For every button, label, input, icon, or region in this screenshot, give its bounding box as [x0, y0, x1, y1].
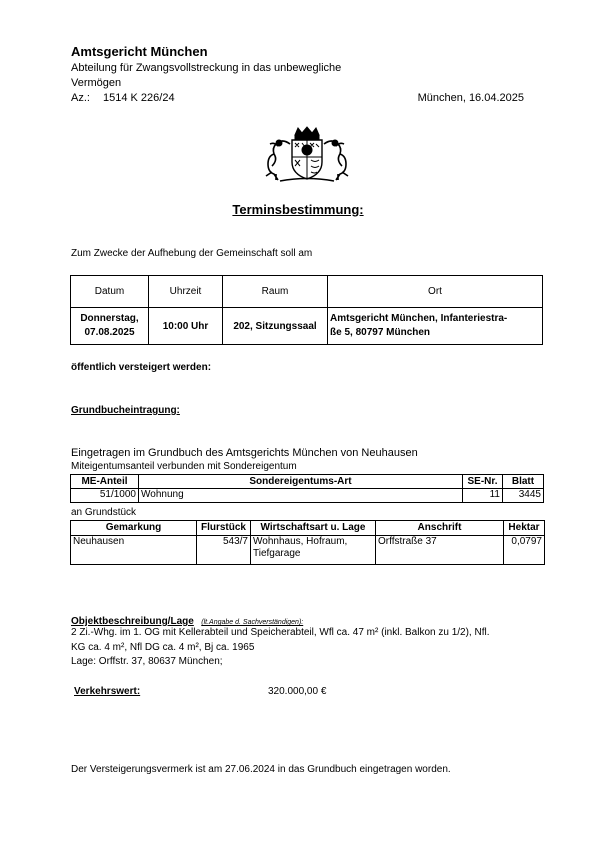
- se-blatt: 3445: [503, 489, 544, 503]
- auction-text: öffentlich versteigert werden:: [71, 362, 212, 373]
- grundbuch-line-1: Eingetragen im Grundbuch des Amtsgerichts München von Neuhausen: [71, 447, 418, 459]
- document-title: Terminsbestimmung:: [232, 202, 364, 217]
- se-header-me-anteil: ME-Anteil: [71, 475, 139, 489]
- place-date: München, 16.04.2025: [417, 92, 524, 104]
- termin-header-raum: Raum: [223, 276, 328, 308]
- se-header-blatt: Blatt: [503, 475, 544, 489]
- termin-table: [70, 275, 543, 345]
- objekt-line-2: KG ca. 4 m², Nfl DG ca. 4 m², Bj ca. 1965: [71, 641, 255, 653]
- termin-date: [71, 308, 149, 345]
- termin-header-ort: Ort: [328, 276, 543, 308]
- az-label: Az.:: [71, 92, 90, 104]
- gs-wirtschaftsart-line-2: Tiefgarage: [253, 548, 301, 559]
- gs-header-hektar: Hektar: [504, 521, 545, 536]
- gs-hektar: 0,0797: [504, 536, 545, 565]
- se-nr: 11: [463, 489, 503, 503]
- verkehrswert-value: 320.000,00 €: [268, 686, 327, 697]
- termin-place-line-2: ße 5, 80797 München: [330, 327, 431, 338]
- termin-place: [328, 308, 543, 345]
- objekt-line-1: 2 Zi.-Whg. im 1. OG mit Kellerabteil und Speicherabteil, Wfl ca. 47 m² (inkl. Balkon zu 1/2), Nfl.: [71, 627, 490, 638]
- grundbuch-line-2: Miteigentumsanteil verbunden mit Sondereigentum: [71, 461, 297, 472]
- gs-header-wirtschaftsart: Wirtschaftsart u. Lage: [251, 521, 376, 536]
- se-header-nr: SE-Nr.: [463, 475, 503, 489]
- objekt-heading: Objektbeschreibung/Lage: [71, 616, 194, 627]
- verkehrswert-label: Verkehrswert:: [74, 686, 141, 697]
- gs-flurstueck: 543/7: [197, 536, 251, 565]
- gs-wirtschaftsart-line-1: Wohnhaus, Hofraum,: [253, 536, 348, 547]
- footer-text: Der Versteigerungsvermerk ist am 27.06.2024 in das Grundbuch eingetragen worden.: [71, 764, 451, 775]
- termin-date-line-2: 07.08.2025: [84, 327, 135, 338]
- intro-text: Zum Zwecke der Aufhebung der Gemeinschaft soll am: [71, 248, 313, 259]
- grundbuch-heading: Grundbucheintragung:: [71, 405, 180, 416]
- gs-gemarkung: Neuhausen: [71, 536, 197, 565]
- termin-date-line-1: Donnerstag,: [80, 313, 139, 324]
- objekt-note: (lt.Angabe d. Sachverständigen):: [201, 619, 304, 626]
- se-me-anteil: 51/1000: [71, 489, 139, 503]
- gs-wirtschaftsart: [251, 536, 376, 565]
- court-name: Amtsgericht München: [71, 44, 208, 59]
- department-line-2: Vermögen: [71, 77, 122, 89]
- sondereigentum-table: [70, 474, 544, 503]
- gs-header-flurstueck: Flurstück: [197, 521, 251, 536]
- se-art: Wohnung: [139, 489, 463, 503]
- grundstueck-table: [70, 520, 545, 565]
- bavarian-coat-of-arms-icon: [262, 126, 352, 184]
- gs-header-gemarkung: Gemarkung: [71, 521, 197, 536]
- termin-header-uhrzeit: Uhrzeit: [149, 276, 223, 308]
- table-row: [71, 489, 544, 503]
- termin-time: 10:00 Uhr: [149, 308, 223, 345]
- se-header-art: Sondereigentums-Art: [139, 475, 463, 489]
- gs-header-anschrift: Anschrift: [376, 521, 504, 536]
- az-value: 1514 K 226/24: [103, 92, 175, 104]
- table-row: [71, 536, 545, 565]
- department-line-1: Abteilung für Zwangsvollstreckung in das unbewegliche: [71, 62, 342, 74]
- gs-anschrift: Orffstraße 37: [376, 536, 504, 565]
- termin-header-datum: Datum: [71, 276, 149, 308]
- objekt-description: [71, 626, 489, 670]
- termin-place-line-1: Amtsgericht München, Infanteriestra-: [330, 313, 508, 324]
- termin-room: 202, Sitzungssaal: [223, 308, 328, 345]
- an-grundstueck: an Grundstück: [71, 507, 137, 518]
- objekt-line-3: Lage: Orffstr. 37, 80637 München;: [71, 656, 223, 667]
